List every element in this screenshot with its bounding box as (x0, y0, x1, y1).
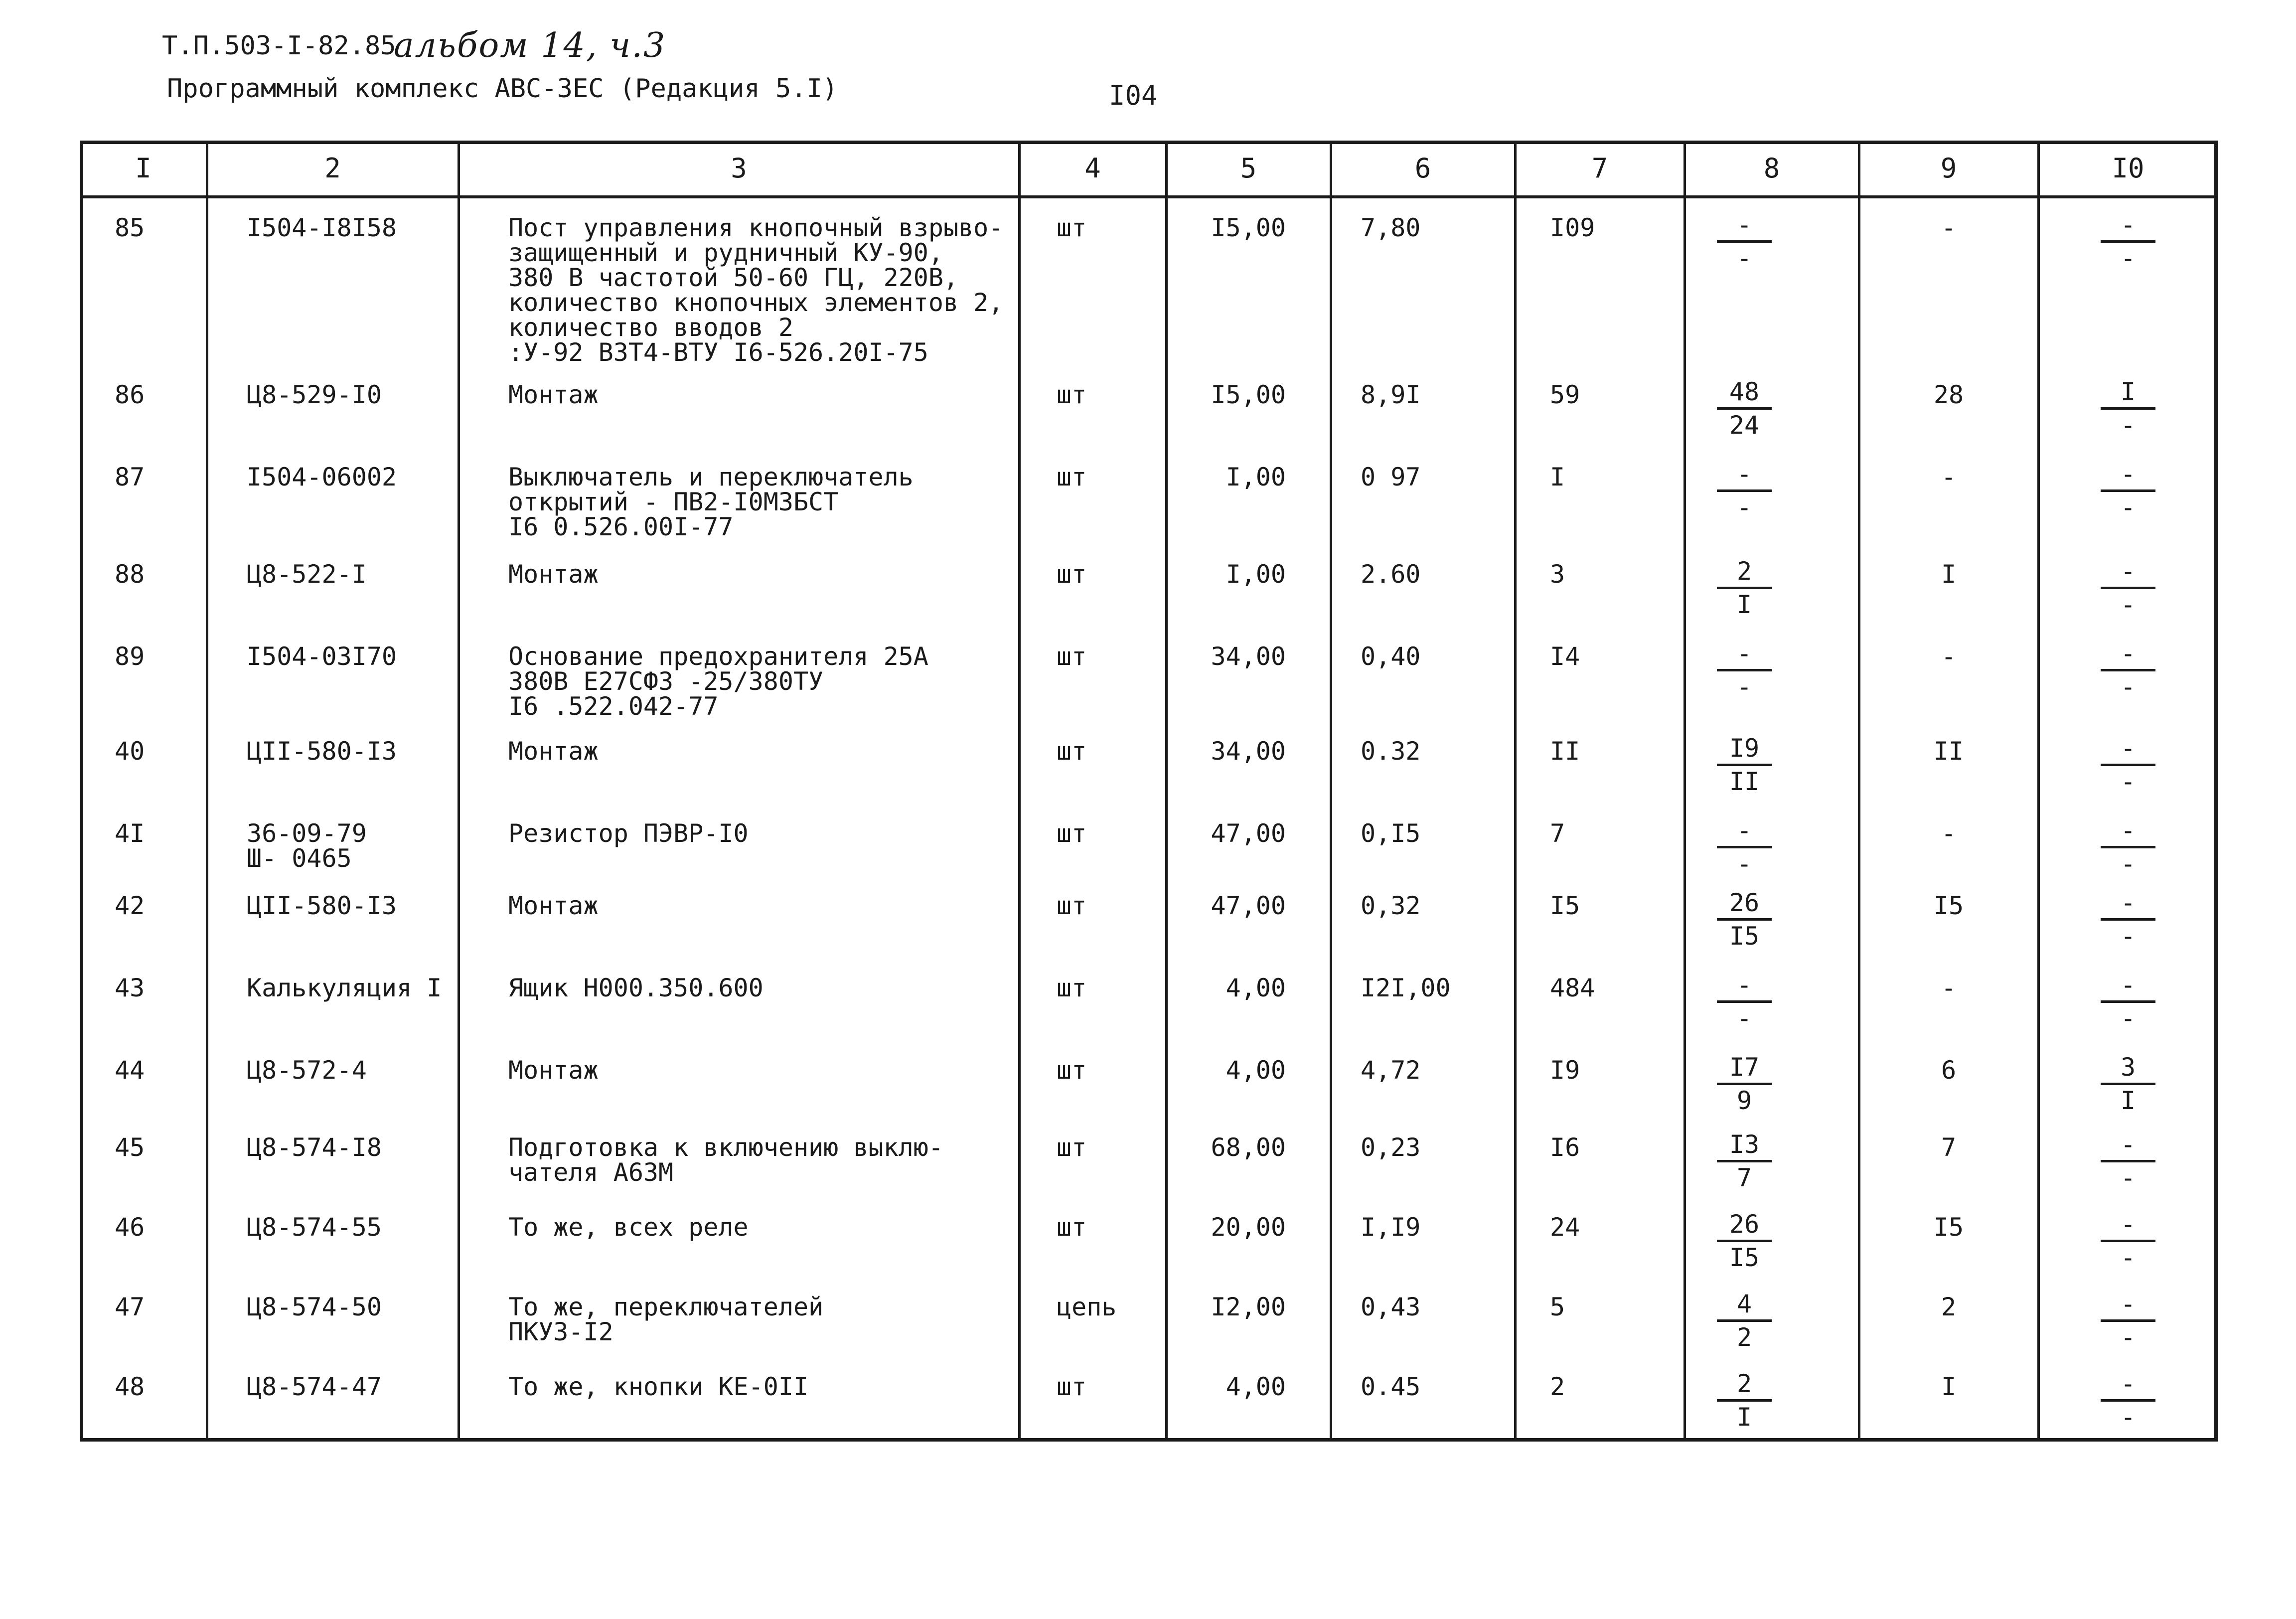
row-number: 44 (115, 1056, 145, 1085)
col8-fraction-denominator: 24 (1729, 411, 1760, 440)
col9-value: - (1941, 819, 1957, 848)
quantity: 4,00 (1225, 973, 1286, 1002)
col9-value: 2 (1941, 1293, 1957, 1321)
row-number: 47 (115, 1293, 145, 1321)
col10-fraction-denominator: - (2120, 590, 2136, 619)
col10-fraction-denominator: - (2120, 1403, 2136, 1432)
total-cost: 7 (1550, 819, 1565, 848)
quantity: 4,00 (1225, 1056, 1286, 1085)
col10-fraction-denominator: - (2120, 1323, 2136, 1352)
col10-fraction (2101, 459, 2155, 523)
row-number: 87 (115, 463, 145, 491)
quantity: I5,00 (1211, 380, 1286, 409)
col8-fraction (1717, 459, 1772, 523)
unit-price: 0 97 (1361, 463, 1421, 491)
col8-fraction-denominator: II (1729, 767, 1760, 796)
col10-fraction-denominator: - (2120, 411, 2136, 440)
col10-fraction (2101, 638, 2155, 702)
total-cost: 24 (1550, 1213, 1580, 1242)
table-frame (80, 141, 2218, 1442)
col10-fraction-numerator: - (2101, 1368, 2155, 1402)
unit-price: 0,43 (1361, 1293, 1421, 1321)
unit-of-measure: шт (1057, 463, 1087, 491)
unit-price: 0,40 (1361, 642, 1421, 671)
unit-of-measure: шт (1057, 1372, 1087, 1401)
unit-price: 0,23 (1361, 1133, 1421, 1162)
col10-fraction-denominator: - (2120, 1243, 2136, 1272)
item-code: Ц8-572-4 (247, 1056, 367, 1085)
col9-value: II (1933, 737, 1964, 766)
row-number: 85 (115, 213, 145, 242)
column-divider (1018, 141, 1021, 1442)
total-cost: 59 (1550, 380, 1580, 409)
column-divider (458, 141, 460, 1442)
item-description: Монтаж (508, 1056, 599, 1085)
item-description: Основание предохранителя 25А 380В Е27СФ3 -25/380ТУ I6 .522.042-77 (508, 642, 928, 721)
item-code: Ц8-522-I (247, 560, 367, 589)
col8-fraction-numerator: 48 (1717, 376, 1772, 410)
unit-price: I2I,00 (1361, 973, 1451, 1002)
column-header-3: 3 (731, 152, 747, 184)
col10-fraction (2101, 209, 2155, 274)
header-divider (80, 195, 2218, 198)
col9-value: 28 (1933, 380, 1964, 409)
column-header-7: 7 (1591, 152, 1608, 184)
total-cost: 2 (1550, 1372, 1565, 1401)
col8-fraction-numerator: I3 (1717, 1129, 1772, 1162)
unit-price: 2.60 (1361, 560, 1421, 589)
col8-fraction-denominator: 9 (1736, 1086, 1752, 1115)
unit-price: I,I9 (1361, 1213, 1421, 1242)
specification-table (80, 141, 2218, 1442)
col8-fraction-numerator: 26 (1717, 887, 1772, 921)
total-cost: 5 (1550, 1293, 1565, 1321)
col9-value: - (1941, 213, 1957, 242)
column-header-2: 2 (324, 152, 341, 184)
col8-fraction (1717, 376, 1772, 441)
col10-fraction (2101, 556, 2155, 620)
item-code: 36-09-79 Ш- 0465 (247, 819, 367, 873)
quantity: 47,00 (1211, 891, 1286, 920)
unit-of-measure: шт (1057, 213, 1087, 242)
col8-fraction-numerator: - (1717, 209, 1772, 243)
col8-fraction-numerator: - (1717, 459, 1772, 492)
quantity: 20,00 (1211, 1213, 1286, 1242)
col8-fraction-denominator: I5 (1729, 1243, 1760, 1272)
col8-fraction-denominator: I (1736, 590, 1752, 619)
column-header-1: I (135, 152, 152, 184)
unit-price: 4,72 (1361, 1056, 1421, 1085)
row-number: 48 (115, 1372, 145, 1401)
quantity: I,00 (1225, 463, 1286, 491)
col10-fraction (2101, 1368, 2155, 1433)
total-cost: I6 (1550, 1133, 1580, 1162)
item-code: Калькуляция I (247, 973, 442, 1002)
item-code: Ц8-574-I8 (247, 1133, 382, 1162)
unit-of-measure: шт (1057, 891, 1087, 920)
col8-fraction-numerator: 26 (1717, 1209, 1772, 1242)
col8-fraction (1717, 556, 1772, 620)
unit-of-measure: шт (1057, 1056, 1087, 1085)
col9-value: 6 (1941, 1056, 1957, 1085)
unit-of-measure: шт (1057, 1213, 1087, 1242)
col10-fraction-denominator: - (2120, 849, 2136, 878)
item-description: То же, всех реле (508, 1213, 749, 1242)
col10-fraction (2101, 815, 2155, 879)
unit-of-measure: шт (1057, 737, 1087, 766)
row-number: 40 (115, 737, 145, 766)
unit-of-measure: цепь (1057, 1293, 1117, 1321)
col8-fraction (1717, 815, 1772, 879)
col9-value: - (1941, 463, 1957, 491)
col10-fraction-numerator: - (2101, 1129, 2155, 1162)
col8-fraction-numerator: 2 (1717, 1368, 1772, 1402)
col8-fraction-numerator: I7 (1717, 1052, 1772, 1085)
quantity: 47,00 (1211, 819, 1286, 848)
col10-fraction-numerator: 3 (2101, 1052, 2155, 1085)
col10-fraction-denominator: - (2120, 922, 2136, 951)
column-divider (1330, 141, 1332, 1442)
item-code: Ц8-529-I0 (247, 380, 382, 409)
col10-fraction-numerator: - (2101, 970, 2155, 1003)
col10-fraction-denominator: - (2120, 1004, 2136, 1033)
col8-fraction (1717, 970, 1772, 1034)
unit-price: 0,I5 (1361, 819, 1421, 848)
page-number: I04 (1109, 80, 1158, 111)
item-code: ЦII-580-I3 (247, 891, 397, 920)
unit-price: 0.32 (1361, 737, 1421, 766)
item-description: Пост управления кнопочный взрыво- защищенный и рудничный КУ-90, 380 В частотой 50-60 ГЦ, 220В, количество кнопочных элементов 2, количество вводов 2 :У-92 ВЗТ4-ВТУ I6-526.20I-75 (508, 213, 1004, 367)
col8-fraction-denominator: 2 (1736, 1323, 1752, 1352)
item-code: ЦII-580-I3 (247, 737, 397, 766)
unit-of-measure: шт (1057, 380, 1087, 409)
column-divider (206, 141, 208, 1442)
total-cost: II (1550, 737, 1580, 766)
col8-fraction-numerator: 2 (1717, 556, 1772, 589)
col10-fraction (2101, 1052, 2155, 1116)
col8-fraction-numerator: 4 (1717, 1289, 1772, 1322)
unit-of-measure: шт (1057, 819, 1087, 848)
item-description: Резистор ПЭВР-I0 (508, 819, 749, 848)
unit-price: 7,80 (1361, 213, 1421, 242)
col10-fraction (2101, 1129, 2155, 1193)
row-number: 42 (115, 891, 145, 920)
col10-fraction (2101, 1289, 2155, 1353)
item-code: I504-06002 (247, 463, 397, 491)
row-number: 86 (115, 380, 145, 409)
col10-fraction-numerator: - (2101, 459, 2155, 492)
column-header-6: 6 (1414, 152, 1431, 184)
total-cost: I09 (1550, 213, 1595, 242)
column-divider (1165, 141, 1168, 1442)
column-header-8: 8 (1763, 152, 1780, 184)
col9-value: - (1941, 642, 1957, 671)
col10-fraction (2101, 376, 2155, 441)
col8-fraction (1717, 1209, 1772, 1273)
col10-fraction-denominator: - (2120, 767, 2136, 796)
row-number: 43 (115, 973, 145, 1002)
col10-fraction (2101, 970, 2155, 1034)
total-cost: I (1550, 463, 1565, 491)
column-divider (1858, 141, 1860, 1442)
unit-of-measure: шт (1057, 1133, 1087, 1162)
col8-fraction (1717, 209, 1772, 274)
unit-of-measure: шт (1057, 973, 1087, 1002)
unit-price: 0,32 (1361, 891, 1421, 920)
item-description: Монтаж (508, 380, 599, 409)
col10-fraction (2101, 733, 2155, 797)
quantity: 4,00 (1225, 1372, 1286, 1401)
col8-fraction-denominator: - (1736, 849, 1752, 878)
document-reference: Т.П.503-I-82.85 (162, 31, 396, 61)
col10-fraction-numerator: - (2101, 1289, 2155, 1322)
col8-fraction (1717, 638, 1772, 702)
col9-value: I (1941, 1372, 1957, 1401)
item-description: Монтаж (508, 560, 599, 589)
quantity: 34,00 (1211, 642, 1286, 671)
col10-fraction-numerator: I (2101, 376, 2155, 410)
col10-fraction-denominator: I (2120, 1086, 2136, 1115)
col8-fraction-numerator: - (1717, 638, 1772, 671)
row-number: 46 (115, 1213, 145, 1242)
col8-fraction (1717, 1129, 1772, 1193)
column-header-5: 5 (1240, 152, 1257, 184)
col8-fraction-denominator: - (1736, 1004, 1752, 1033)
column-header-4: 4 (1084, 152, 1101, 184)
item-code: Ц8-574-55 (247, 1213, 382, 1242)
col8-fraction-numerator: - (1717, 970, 1772, 1003)
col8-fraction-numerator: - (1717, 815, 1772, 848)
col10-fraction-denominator: - (2120, 244, 2136, 273)
col8-fraction-denominator: - (1736, 493, 1752, 522)
col9-value: I (1941, 560, 1957, 589)
col10-fraction-numerator: - (2101, 638, 2155, 671)
col9-value: 7 (1941, 1133, 1957, 1162)
quantity: 34,00 (1211, 737, 1286, 766)
unit-of-measure: шт (1057, 642, 1087, 671)
quantity: 68,00 (1211, 1133, 1286, 1162)
quantity: I2,00 (1211, 1293, 1286, 1321)
unit-of-measure: шт (1057, 560, 1087, 589)
col10-fraction-numerator: - (2101, 209, 2155, 243)
total-cost: I5 (1550, 891, 1580, 920)
total-cost: I9 (1550, 1056, 1580, 1085)
col10-fraction-numerator: - (2101, 815, 2155, 848)
program-title: Программный комплекс АВС-ЗЕС (Редакция 5.I) (167, 74, 838, 104)
column-divider (1684, 141, 1686, 1442)
quantity: I5,00 (1211, 213, 1286, 242)
col9-value: I5 (1933, 1213, 1964, 1242)
col9-value: I5 (1933, 891, 1964, 920)
col10-fraction-denominator: - (2120, 672, 2136, 701)
item-description: То же, кнопки КЕ-0II (508, 1372, 809, 1401)
row-number: 4I (115, 819, 145, 848)
item-description: Монтаж (508, 737, 599, 766)
column-header-10: I0 (2112, 152, 2144, 184)
quantity: I,00 (1225, 560, 1286, 589)
total-cost: I4 (1550, 642, 1580, 671)
col8-fraction-numerator: I9 (1717, 733, 1772, 766)
column-divider (2037, 141, 2040, 1442)
item-code: I504-I8I58 (247, 213, 397, 242)
total-cost: 3 (1550, 560, 1565, 589)
handwritten-note: альбом 14, ч.3 (394, 26, 666, 65)
col8-fraction-denominator: I (1736, 1403, 1752, 1432)
item-description: Выключатель и переключатель открытий - ПВ2-I0МЗБСТ I6 0.526.00I-77 (508, 463, 914, 541)
col10-fraction (2101, 1209, 2155, 1273)
total-cost: 484 (1550, 973, 1595, 1002)
column-header-9: 9 (1940, 152, 1957, 184)
col8-fraction (1717, 1368, 1772, 1433)
col8-fraction-denominator: I5 (1729, 922, 1760, 951)
row-number: 89 (115, 642, 145, 671)
item-description: То же, переключателей ПКУЗ-I2 (508, 1293, 824, 1346)
col8-fraction (1717, 733, 1772, 797)
col10-fraction-denominator: - (2120, 493, 2136, 522)
unit-price: 0.45 (1361, 1372, 1421, 1401)
col8-fraction-denominator: 7 (1736, 1163, 1752, 1192)
col10-fraction-numerator: - (2101, 887, 2155, 921)
item-code: Ц8-574-47 (247, 1372, 382, 1401)
col8-fraction-denominator: - (1736, 244, 1752, 273)
col10-fraction-numerator: - (2101, 1209, 2155, 1242)
col8-fraction (1717, 887, 1772, 952)
row-number: 88 (115, 560, 145, 589)
unit-price: 8,9I (1361, 380, 1421, 409)
col8-fraction (1717, 1289, 1772, 1353)
col10-fraction (2101, 887, 2155, 952)
item-code: Ц8-574-50 (247, 1293, 382, 1321)
item-description: Монтаж (508, 891, 599, 920)
item-description: Ящик Н000.350.600 (508, 973, 764, 1002)
col8-fraction-denominator: - (1736, 672, 1752, 701)
column-divider (1514, 141, 1517, 1442)
col10-fraction-denominator: - (2120, 1163, 2136, 1192)
col10-fraction-numerator: - (2101, 556, 2155, 589)
col9-value: - (1941, 973, 1957, 1002)
col8-fraction (1717, 1052, 1772, 1116)
item-description: Подготовка к включению выклю- чателя А63М (508, 1133, 943, 1187)
row-number: 45 (115, 1133, 145, 1162)
col10-fraction-numerator: - (2101, 733, 2155, 766)
item-code: I504-03I70 (247, 642, 397, 671)
